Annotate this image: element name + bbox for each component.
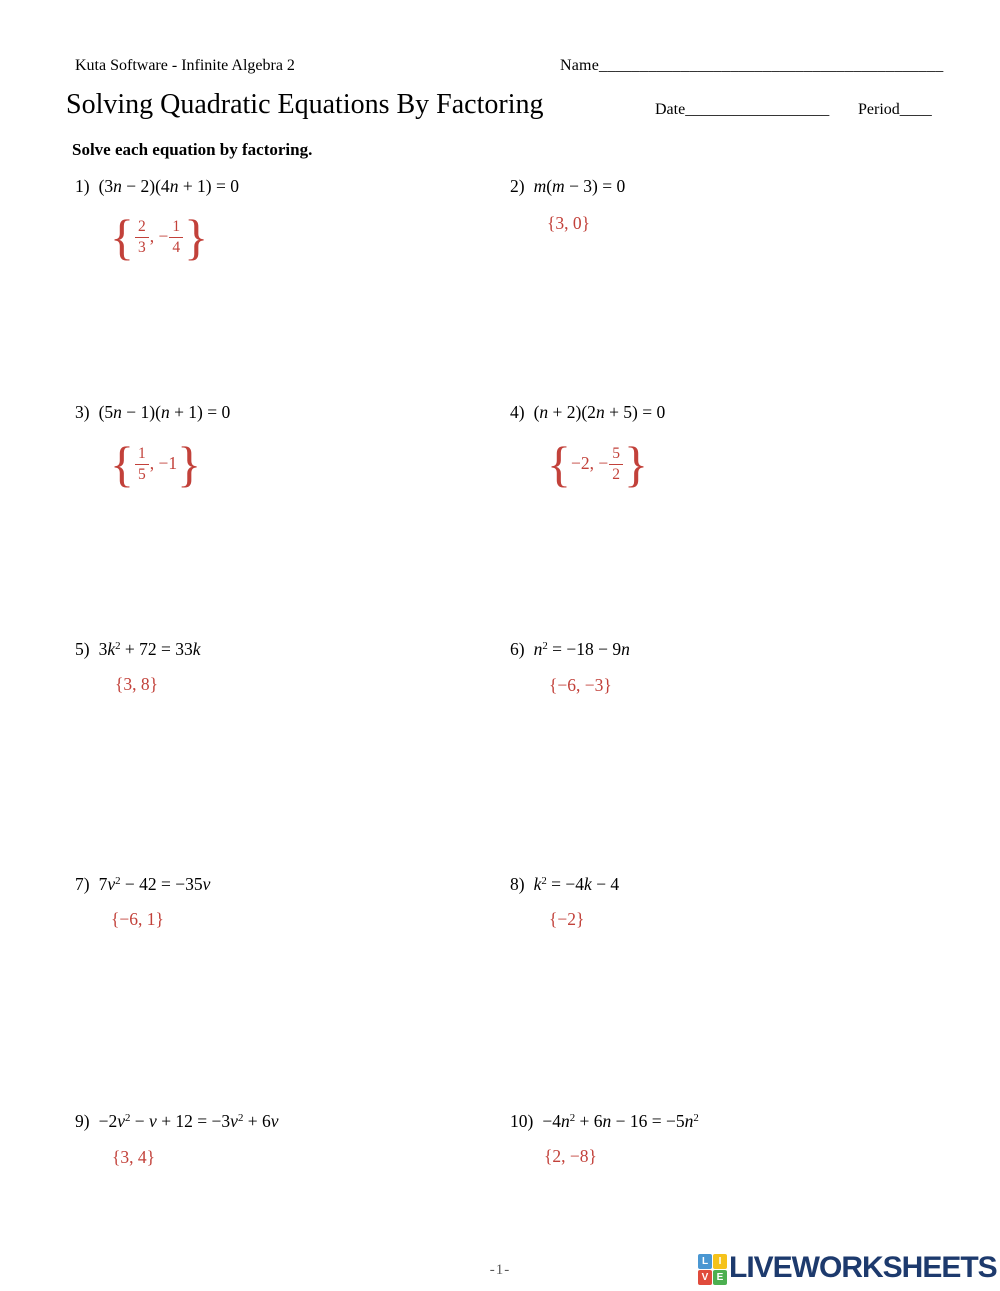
problem-6 — [510, 639, 630, 661]
answer-1: { $\frac{2}{3}$ , − $\frac{1}{4}$ } — [110, 209, 209, 265]
problem-number: 9) — [75, 1111, 90, 1131]
problem-number: 5) — [75, 639, 90, 659]
logo-tile-e: E — [713, 1270, 727, 1285]
problem-equation: $-2v^2 - v + 12 = -3v^2 + 6v$ — [98, 1111, 279, 1131]
problem-1 — [75, 176, 239, 198]
problem-equation: $k^2 = -4k - 4$ — [533, 874, 620, 894]
period-field: Period____ — [858, 101, 932, 118]
instruction: Solve each equation by factoring. — [72, 140, 313, 159]
logo-tile-l: L — [698, 1254, 712, 1269]
problem-9 — [75, 1111, 279, 1133]
problem-equation: (n + 2)(2n + 5) = 0 — [533, 402, 666, 422]
answer-5: { 3, 8 } — [115, 674, 159, 694]
logo-tile-v: V — [698, 1270, 712, 1285]
problem-3 — [75, 402, 230, 424]
problem-4 — [510, 402, 665, 424]
problem-2 — [510, 176, 625, 198]
answer-8: { −2 } — [549, 909, 585, 929]
answer-3: { $\frac{1}{5}$ , −1 } — [110, 436, 202, 492]
problem-number: 4) — [510, 402, 525, 422]
problem-number: 1) — [75, 176, 90, 196]
problem-equation: $7v^2 - 42 = -35v$ — [98, 874, 211, 894]
logo-wordmark: LIVEWORKSHEETS — [729, 1251, 997, 1284]
problem-equation: m(m − 3) = 0 — [533, 176, 626, 196]
answer-2: { 3, 0 } — [547, 213, 591, 233]
problem-8 — [510, 874, 619, 896]
problem-number: 2) — [510, 176, 525, 196]
problem-equation: $n^2 = -18 - 9n$ — [533, 639, 630, 659]
answer-6: { −6, −3 } — [549, 675, 612, 695]
problem-equation: $3k^2 + 72 = 33k$ — [98, 639, 201, 659]
answer-4: { −2, − $\frac{5}{2}$ } — [547, 436, 648, 492]
answer-9: { 3, 4 } — [112, 1147, 156, 1167]
page-number: -1- — [489, 1262, 511, 1278]
name-field: Name__________________________________________ — [560, 57, 944, 74]
problem-equation: (5n − 1)(n + 1) = 0 — [98, 402, 231, 422]
problem-5 — [75, 639, 201, 661]
problem-7 — [75, 874, 210, 896]
answer-7: { −6, 1 } — [111, 909, 164, 929]
answer-10: { 2, −8 } — [544, 1146, 597, 1166]
liveworksheets-logo — [698, 1251, 997, 1285]
problem-equation: (3n − 2)(4n + 1) = 0 — [98, 176, 240, 196]
problem-number: 3) — [75, 402, 90, 422]
page-title: Solving Quadratic Equations By Factoring — [66, 89, 544, 120]
problem-number: 6) — [510, 639, 525, 659]
problem-number: 10) — [510, 1111, 534, 1131]
date-field: Date__________________ — [655, 101, 830, 118]
problem-equation: $-4n^2 + 6n - 16 = -5n^2$ — [542, 1111, 699, 1131]
problem-number: 7) — [75, 874, 90, 894]
logo-tile-i: I — [713, 1254, 727, 1269]
liveworksheets-logo-icon — [698, 1254, 727, 1285]
problem-number: 8) — [510, 874, 525, 894]
brand-line: Kuta Software - Infinite Algebra 2 — [75, 57, 295, 74]
problem-10 — [510, 1111, 699, 1133]
